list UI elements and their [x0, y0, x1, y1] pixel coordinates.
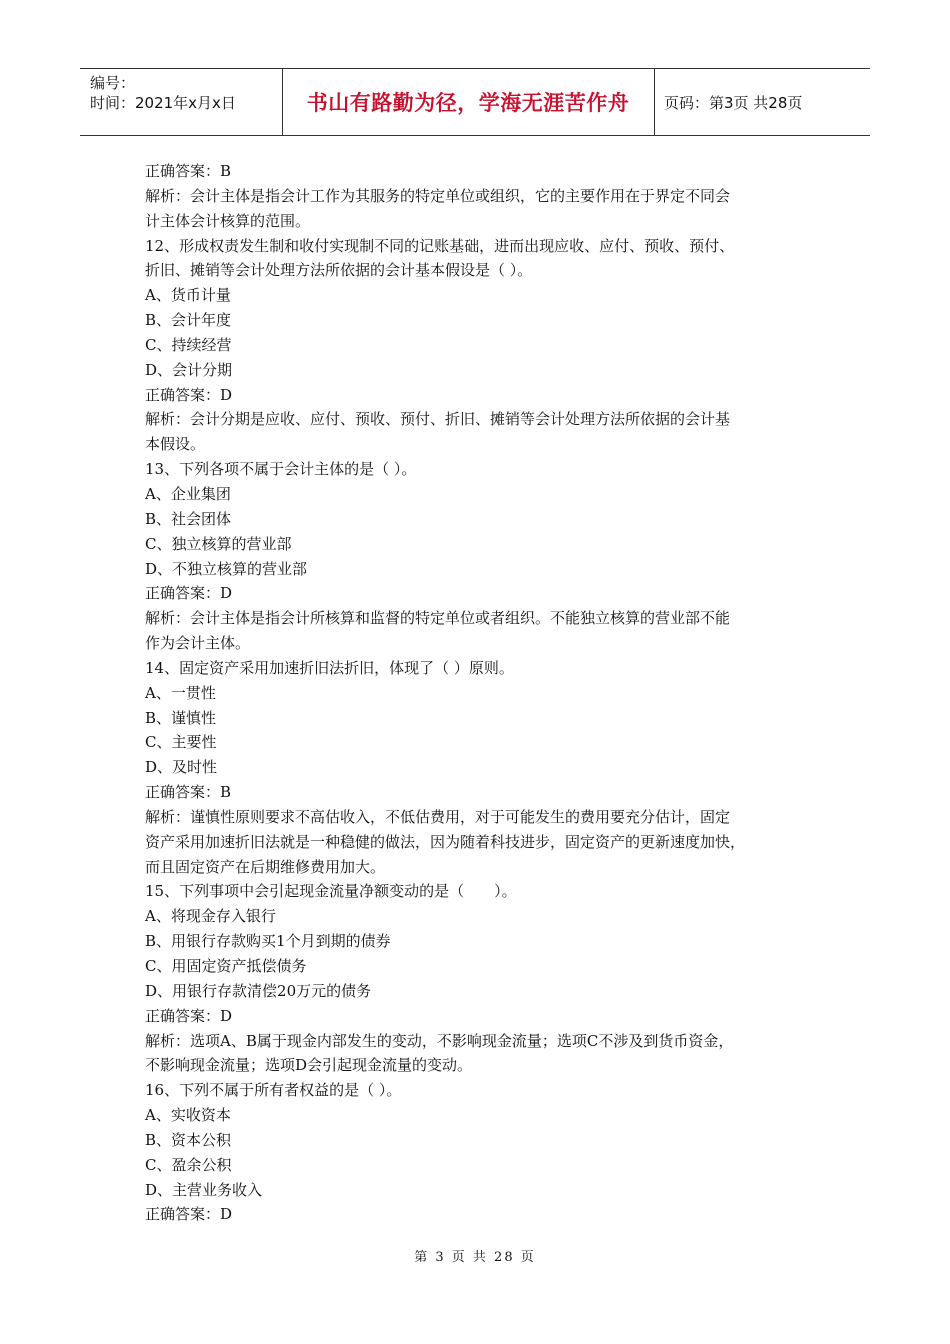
text-line: 正确答案：B [145, 783, 232, 802]
header-info-cell [80, 69, 283, 135]
text-line: A、企业集团 [145, 484, 231, 503]
page-footer: 第 3 页 共 28 页 [414, 1250, 536, 1265]
text-line: B、社会团体 [145, 509, 232, 528]
text-line: C、主要性 [145, 733, 217, 752]
text-line: A、货币计量 [145, 286, 231, 305]
text-line: 折旧、摊销等会计处理方法所依据的会计基本假设是（ ）。 [145, 261, 533, 280]
text-line: B、谨慎性 [145, 708, 217, 727]
text-line: D、用银行存款清偿20万元的债务 [145, 981, 372, 1000]
text-line: B、用银行存款购买1个月到期的债券 [145, 932, 391, 951]
document-date-label: 时间：2021年x月x日 [90, 94, 236, 112]
text-line: 正确答案：D [145, 584, 233, 603]
text-line: D、主营业务收入 [145, 1180, 263, 1199]
document-number-label: 编号： [90, 74, 136, 92]
text-line: 而且固定资产在后期维修费用加大。 [145, 857, 386, 876]
text-line: 13、下列各项不属于会计主体的是（ ）。 [145, 460, 417, 479]
text-line: 正确答案：D [145, 385, 233, 404]
text-line: 解析：会计主体是指会计工作为其服务的特定单位或组织，它的主要作用在于界定不同会 [145, 186, 731, 205]
text-line: B、资本公积 [145, 1130, 232, 1149]
text-line: A、实收资本 [145, 1106, 231, 1125]
text-line: D、会计分期 [145, 360, 233, 379]
text-line: 解析：会计主体是指会计所核算和监督的特定单位或者组织。不能独立核算的营业部不能 [145, 609, 731, 628]
text-line: 15、下列事项中会引起现金流量净额变动的是（ ）。 [145, 882, 517, 901]
text-line: 16、下列不属于所有者权益的是（ ）。 [145, 1081, 402, 1100]
header-page-number: 页码：第3页 共28页 [664, 93, 803, 112]
text-line: B、会计年度 [145, 311, 232, 330]
page-header [80, 68, 870, 136]
text-line: 不影响现金流量；选项D会引起现金流量的变动。 [145, 1056, 473, 1075]
text-line: 计主体会计核算的范围。 [145, 211, 311, 230]
text-line: A、一贯性 [145, 683, 216, 702]
text-line: 资产采用加速折旧法就是一种稳健的做法，因为随着科技进步，固定资产的更新速度加快， [145, 832, 746, 851]
text-line: 作为会计主体。 [145, 634, 251, 653]
text-line: 解析：谨慎性原则要求不高估收入，不低估费用，对于可能发生的费用要充分估计，固定 [145, 807, 731, 826]
text-line: 解析：选项A、B属于现金内部发生的变动，不影响现金流量；选项C不涉及到货币资金， [145, 1031, 734, 1050]
text-line: C、用固定资产抵偿债务 [145, 957, 307, 975]
text-line: C、盈余公积 [145, 1155, 232, 1174]
text-line: 12、形成权责发生制和收付实现制不同的记账基础，进而出现应收、应付、预收、预付、 [145, 236, 735, 255]
text-line: D、及时性 [145, 758, 218, 777]
text-line: C、持续经营 [145, 335, 232, 354]
text-line: 本假设。 [145, 435, 206, 454]
text-line: 14、固定资产采用加速折旧法折旧，体现了（ ）原则。 [145, 658, 514, 677]
text-line: 解析：会计分期是应收、应付、预收、预付、折旧、摊销等会计处理方法所依据的会计基 [145, 410, 731, 429]
text-line: C、独立核算的营业部 [145, 534, 292, 553]
header-motto: 书山有路勤为径，学海无涯苦作舟 [306, 91, 630, 115]
text-line: 正确答案：B [145, 162, 232, 180]
text-line: A、将现金存入银行 [145, 907, 276, 926]
text-line: 正确答案：D [145, 1205, 233, 1224]
header-motto-cell [282, 69, 655, 135]
header-page-cell [654, 69, 870, 135]
document-body [145, 159, 815, 1227]
text-line: 正确答案：D [145, 1006, 233, 1025]
text-line: D、不独立核算的营业部 [145, 559, 308, 578]
